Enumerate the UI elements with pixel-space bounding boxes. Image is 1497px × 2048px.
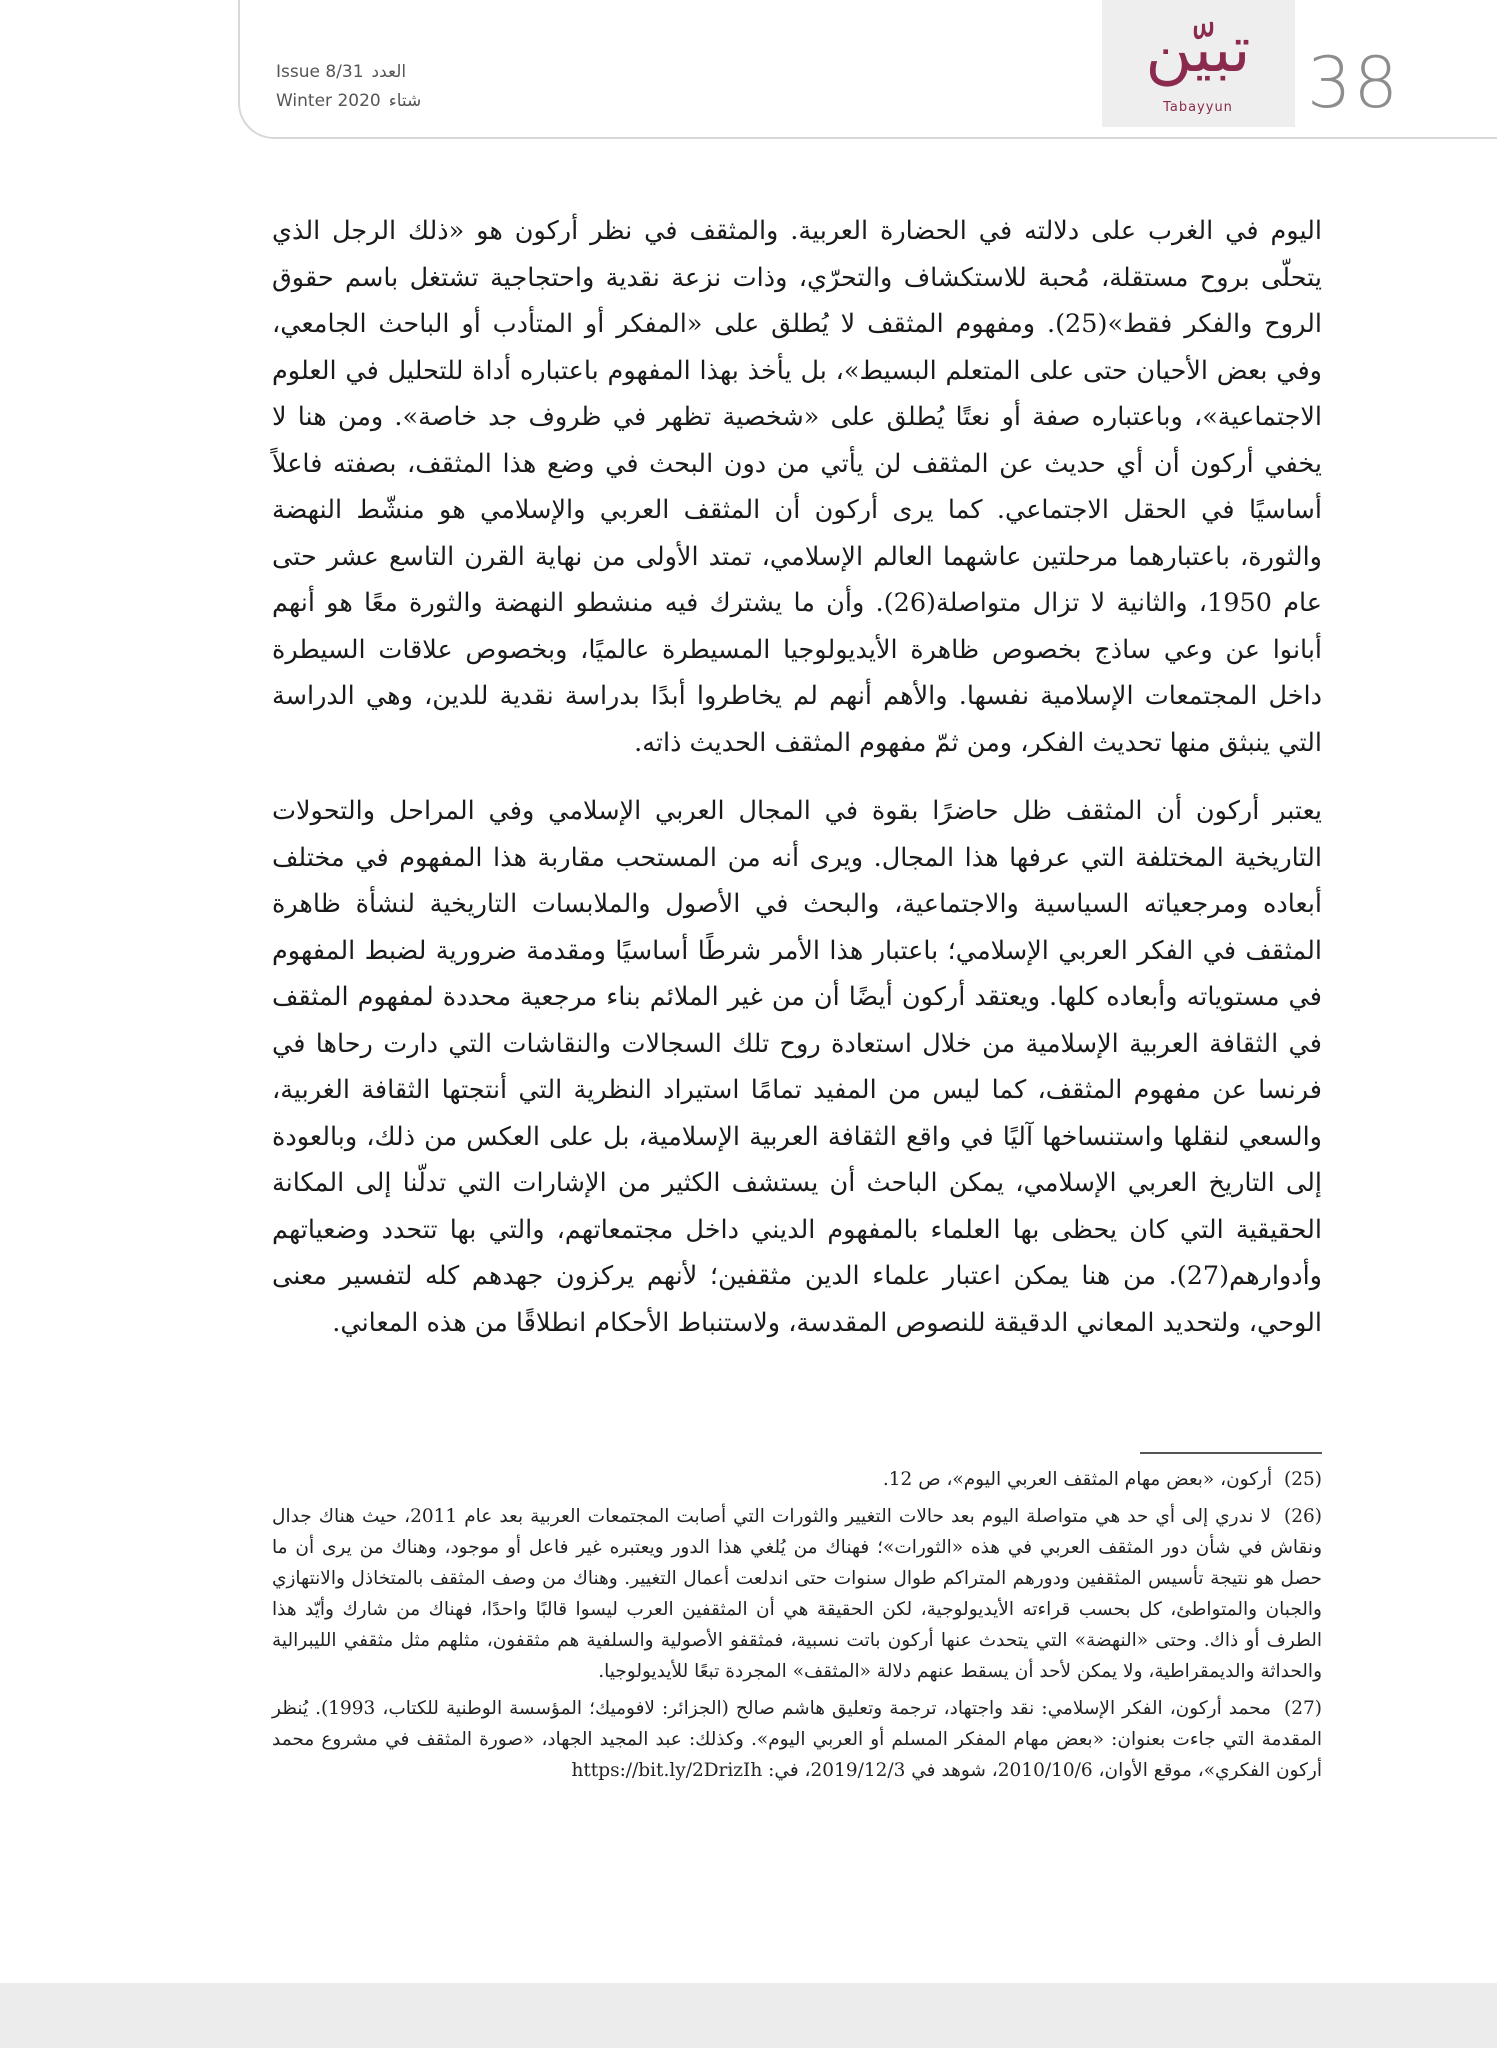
page-number: 38 [1307,42,1401,124]
footnote-text: محمد أركون، الفكر الإسلامي: نقد واجتهاد، ترجمة وتعليق هاشم صالح (الجزائر: لافوميك؛ المؤسسة الوطنية للكتاب، 1993). يُنظر المقدمة التي جاءت بعنوان: «بعض مهام المفكر المسلم أو العربي اليوم». وكذلك: عبد المجيد الجهاد، «صورة المثقف في مشروع محمد أركون الفكري»، موقع الأوان، 2010/10/6، شوهد في 2019/12/3، في: https://bit.ly/2DrizIh [272,1698,1322,1781]
footnote-text: لا ندري إلى أي حد هي متواصلة اليوم بعد حالات التغيير والثورات التي أصابت المجتمعات العربية بعد عام 2011، حيث هناك جدال ونقاش في شأن دور المثقف العربي في هذه «الثورات»؛ فهناك من يُلغي هذا الدور ويعتبره غير فاعل أو موجود، وهناك من يرى أن ما حصل هو نتيجة تأسيس المثقفين ودورهم المتراكم طوال سنوات حتى اندلعت أعمال التغيير. وهناك من وصف المثقف بالمتخاذل والانتهازي والجبان والمتواطئ، كل بحسب قراءته الأيديولوجية، لكن الحقيقة هي أن المثقفين العرب ليسوا قالبًا واحدًا، فهناك من شارك وأيّد هذا الطرف أو ذاك. وحتى «النهضة» التي يتحدث عنها أركون باتت نسبية، فمثقفو الأصولية والسلفية هم مثقفون، مثلهم مثل مثقفي الليبرالية والحداثة والديمقراطية، ولا يمكن لأحد أن يسقط عنهم دلالة «المثقف» المجردة تبعًا للأيديولوجيا. [272,1506,1322,1682]
season-ar: شتاء [388,91,422,111]
footnote-item [272,1693,1322,1786]
footnote-number: (27) [1284,1698,1322,1719]
footnote-divider [1140,1452,1322,1454]
issue-label-ar: العدد [371,62,407,82]
footnote-item [272,1501,1322,1687]
page-footer-band [0,1983,1497,2048]
footnotes [272,1464,1322,1792]
issue-info [276,58,446,116]
paragraph: اليوم في الغرب على دلالته في الحضارة العربية. والمثقف في نظر أركون هو «ذلك الرجل الذي يتحلّى بروح مستقلة، مُحبة للاستكشاف والتحرّي، وذات نزعة نقدية واحتجاجية تشتغل باسم حقوق الروح والفكر فقط»(25). ومفهوم المثقف لا يُطلق على «المفكر أو المتأدب أو الباحث الجامعي، وفي بعض الأحيان حتى على المتعلم البسيط»، بل يأخذ بهذا المفهوم باعتباره أداة للتحليل في العلوم الاجتماعية»، وباعتباره صفة أو نعتًا يُطلق على «شخصية تظهر في ظروف جد خاصة». ومن هنا لا يخفي أركون أن أي حديث عن المثقف لن يأتي من دون البحث في وضع هذا المثقف، بصفته فاعلاً أساسيًا في الحقل الاجتماعي. كما يرى أركون أن المثقف العربي والإسلامي هو منشّط النهضة والثورة، باعتبارهما مرحلتين عاشهما العالم الإسلامي، تمتد الأولى من نهاية القرن التاسع عشر حتى عام 1950، والثانية لا تزال متواصلة(26). وأن ما يشترك فيه منشطو النهضة والثورة معًا هو أنهم أبانوا عن وعي ساذج بخصوص ظاهرة الأيديولوجيا المسيطرة عالميًا، وبخصوص علاقات السيطرة داخل المجتمعات الإسلامية نفسها. والأهم أنهم لم يخاطروا أبدًا بدراسة نقدية للدين، وهي الدراسة التي ينبثق منها تحديث الفكر، ومن ثمّ مفهوم المثقف الحديث ذاته. [272,216,1322,758]
footnote-text: أركون، «بعض مهام المثقف العربي اليوم»، ص 12. [882,1469,1273,1490]
issue-label-en: Issue 8/31 [276,62,364,82]
logo-english: Tabayyun [1163,100,1233,115]
footnote-number: (25) [1284,1469,1322,1490]
paragraph: يعتبر أركون أن المثقف ظل حاضرًا بقوة في المجال العربي الإسلامي وفي المراحل والتحولات التاريخية المختلفة التي عرفها هذا المجال. ويرى أنه من المستحب مقاربة هذا المفهوم في مختلف أبعاده ومرجعياته السياسية والاجتماعية، والبحث في الأصول والملابسات التاريخية لنشأة ظاهرة المثقف في الفكر العربي الإسلامي؛ باعتبار هذا الأمر شرطًا أساسيًا ومقدمة ضرورية لضبط المفهوم في مستوياته وأبعاده كلها. ويعتقد أركون أيضًا أن من غير الملائم بناء مرجعية محددة لمفهوم المثقف في الثقافة العربية الإسلامية من خلال استعادة روح تلك السجالات والنقاشات التي دارت رحاها في فرنسا عن مفهوم المثقف، كما ليس من المفيد تمامًا استيراد النظرية التي أنتجتها الثقافة الغربية، والسعي لنقلها واستنساخها آليًا في واقع الثقافة العربية الإسلامية، بل على العكس من ذلك، وبالعودة إلى التاريخ العربي الإسلامي، يمكن الباحث أن يستشف الكثير من الإشارات التي تدلّنا إلى المكانة الحقيقية التي كان يحظى بها العلماء بالمفهوم الديني داخل مجتمعاتهم، والتي بها تتحدد وضعياتهم وأدوارهم(27). من هنا يمكن اعتبار علماء الدين مثقفين؛ لأنهم يركزون جهدهم كله لتفسير معنى الوحي، ولتحديد المعاني الدقيقة للنصوص المقدسة، ولاستنباط الأحكام انطلاقًا من هذه المعاني. [272,796,1322,1338]
footnote-number: (26) [1284,1506,1322,1527]
article-body [272,208,1322,1368]
season-en: Winter 2020 [276,91,381,111]
logo-arabic: تبيّن [1145,13,1251,87]
footnote-item [272,1464,1322,1495]
